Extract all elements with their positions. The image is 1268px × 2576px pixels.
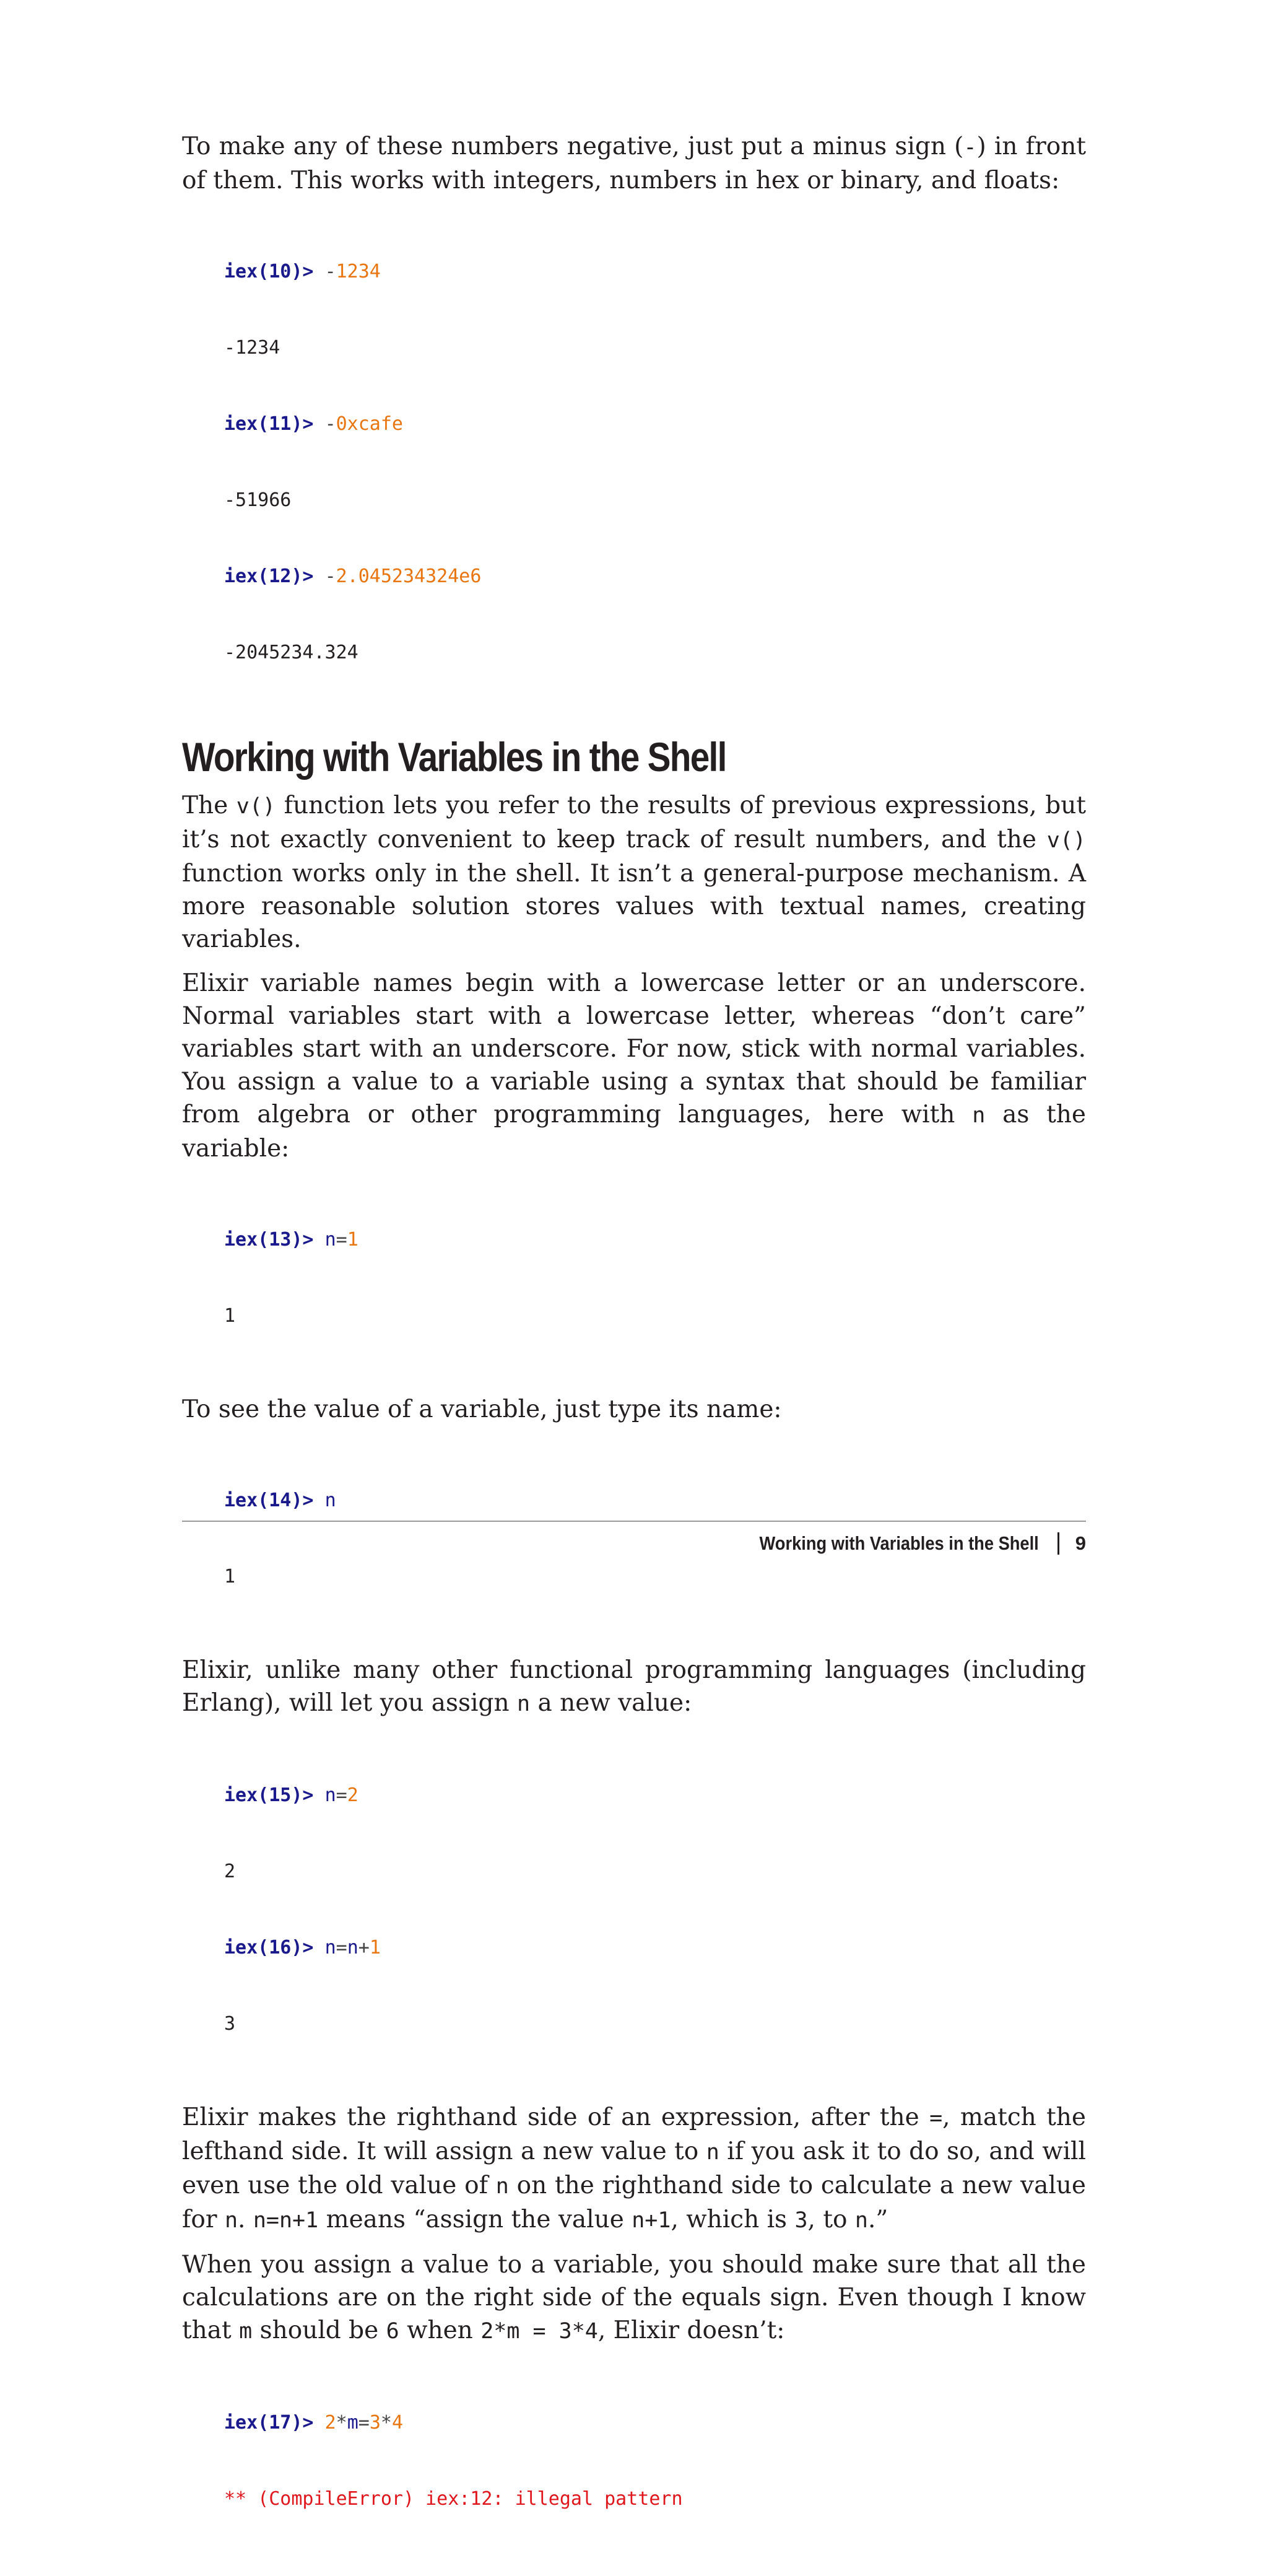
inline-code: - <box>963 135 977 160</box>
page-footer <box>721 1527 1086 1560</box>
code-block-assign <box>224 1176 1086 1379</box>
code-line: iex(17)> 2*m=3*4 <box>224 2412 403 2434</box>
footer-divider <box>182 1521 1086 1522</box>
code-output: 1 <box>224 1566 236 1587</box>
running-footer-title: Working with Variables in the Shell <box>759 1532 1039 1554</box>
paragraph-equals-sign: When you assign a value to a variable, you should make sure that all the calculations are on the right side of the equals sign. Even though I know that m should be 6 when 2*m = 3*4, Elixir doesn’t: <box>182 2251 1086 2344</box>
code-line: iex(15)> n=2 <box>224 1784 358 1806</box>
paragraph-negative-numbers: To make any of these numbers negative, just put a minus sign (-) in front of them. This works with integers, numbers in hex or binary, and floats: <box>182 133 1086 194</box>
code-line: iex(16)> n=n+1 <box>224 1937 381 1958</box>
paragraph-reassign: Elixir, unlike many other functional programming languages (including Erlang), will let you assign n a new value: <box>182 1656 1086 1717</box>
page-number: 9 <box>1075 1532 1086 1554</box>
code-output: -1234 <box>224 337 280 359</box>
code-line: iex(10)> -1234 <box>224 261 381 282</box>
footer-separator <box>1057 1532 1059 1555</box>
code-line: iex(14)> n <box>224 1490 336 1511</box>
code-block-negative <box>224 208 1086 716</box>
code-output: -51966 <box>224 489 292 511</box>
paragraph-see-value: To see the value of a variable, just type its name: <box>182 1395 782 1423</box>
code-output: 1 <box>224 1305 236 1327</box>
page-content <box>182 130 1086 2576</box>
code-output: -2045234.324 <box>224 642 358 663</box>
code-error: ** (CompileError) iex:12: illegal pattern <box>224 2488 683 2510</box>
code-block-error <box>224 2359 1086 2562</box>
code-block-reassign <box>224 1732 1086 2087</box>
paragraph-righthand-side: Elixir makes the righthand side of an expression, after the =, match the lefthand side. It will assign a new value to n if you ask it to do so, and will even use the old value of n on the righthand side to calculate a new value for n. n=n+1 means “assign the value n+1, which is 3, to n.” <box>182 2103 1087 2233</box>
code-output: 2 <box>224 1861 236 1882</box>
code-line: iex(12)> -2.045234324e6 <box>224 565 482 587</box>
paragraph-v-function: The v() function lets you refer to the results of previous expressions, but it’s not exactly convenient to keep track of result numbers, and the v() function works only in the shell. It isn’t a general-purpose mechanism. A more reasonable solution stores values with textual names, creating variables. <box>182 792 1086 953</box>
code-line: iex(13)> n=1 <box>224 1229 358 1251</box>
paragraph-variable-names: Elixir variable names begin with a lowercase letter or an underscore. Normal variables start with a lowercase letter, whereas “don’t care” variables start with an underscore. For now, stick with normal variables. You assign a value to a variable using a syntax that should be familiar from algebra or other programming languages, here with n as the variable: <box>182 969 1086 1163</box>
section-heading: Working with Variables in the Shell <box>182 734 726 780</box>
code-line: iex(11)> -0xcafe <box>224 413 403 435</box>
code-output: 3 <box>224 2013 236 2035</box>
